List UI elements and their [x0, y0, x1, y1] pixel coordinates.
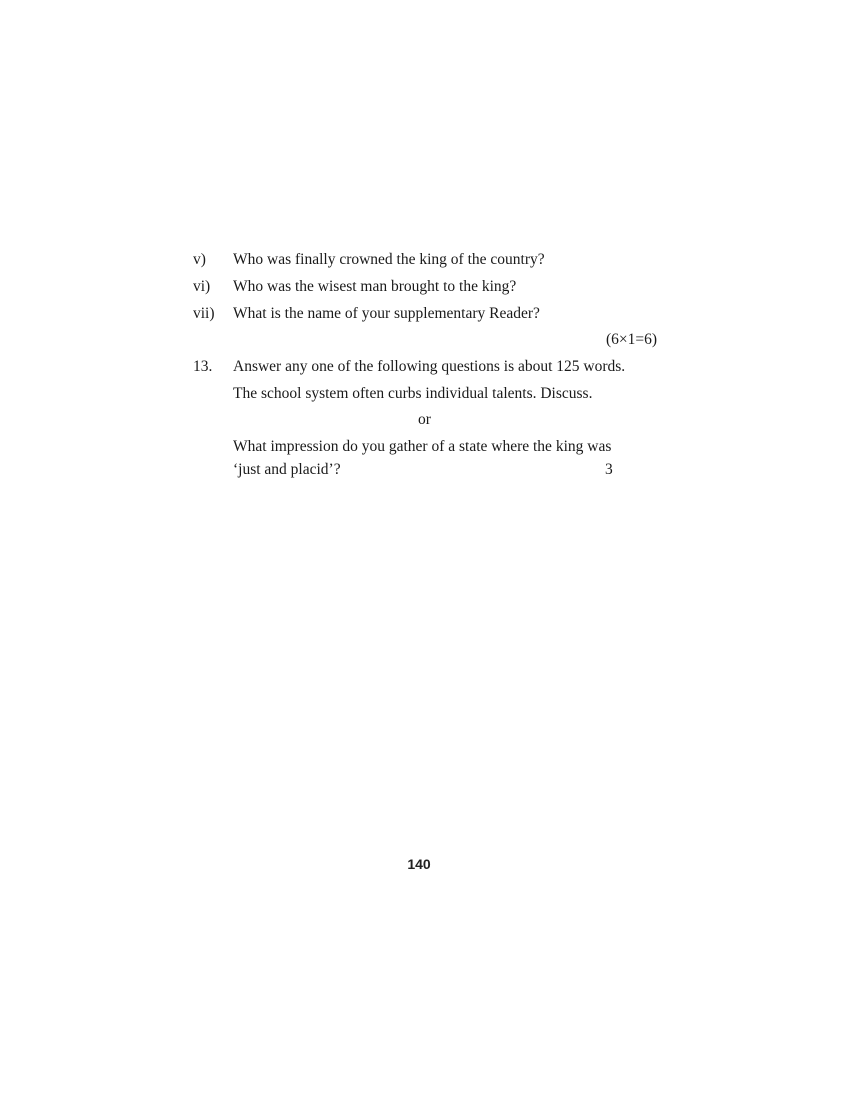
question-instruction: Answer any one of the following questions is about 125 words.: [233, 358, 626, 375]
question-number: vii): [193, 305, 215, 322]
marks-label: (6×1=6): [605, 331, 657, 348]
question-number: vi): [193, 278, 211, 295]
essay-option-2-line-1: What impression do you gather of a state where the king was: [233, 438, 612, 455]
page-number: 140: [407, 856, 431, 872]
marks-label: 3: [605, 461, 613, 478]
essay-option-2-line-2: ‘just and placid’?: [233, 461, 341, 478]
essay-option-1: The school system often curbs individual talents. Discuss.: [233, 385, 593, 402]
question-text: Who was the wisest man brought to the king?: [233, 278, 517, 295]
or-separator: or: [418, 411, 431, 428]
question-number: v): [193, 251, 206, 268]
question-number: 13.: [193, 358, 213, 375]
question-text: What is the name of your supplementary Reader?: [233, 305, 540, 322]
question-text: Who was finally crowned the king of the country?: [233, 251, 545, 268]
